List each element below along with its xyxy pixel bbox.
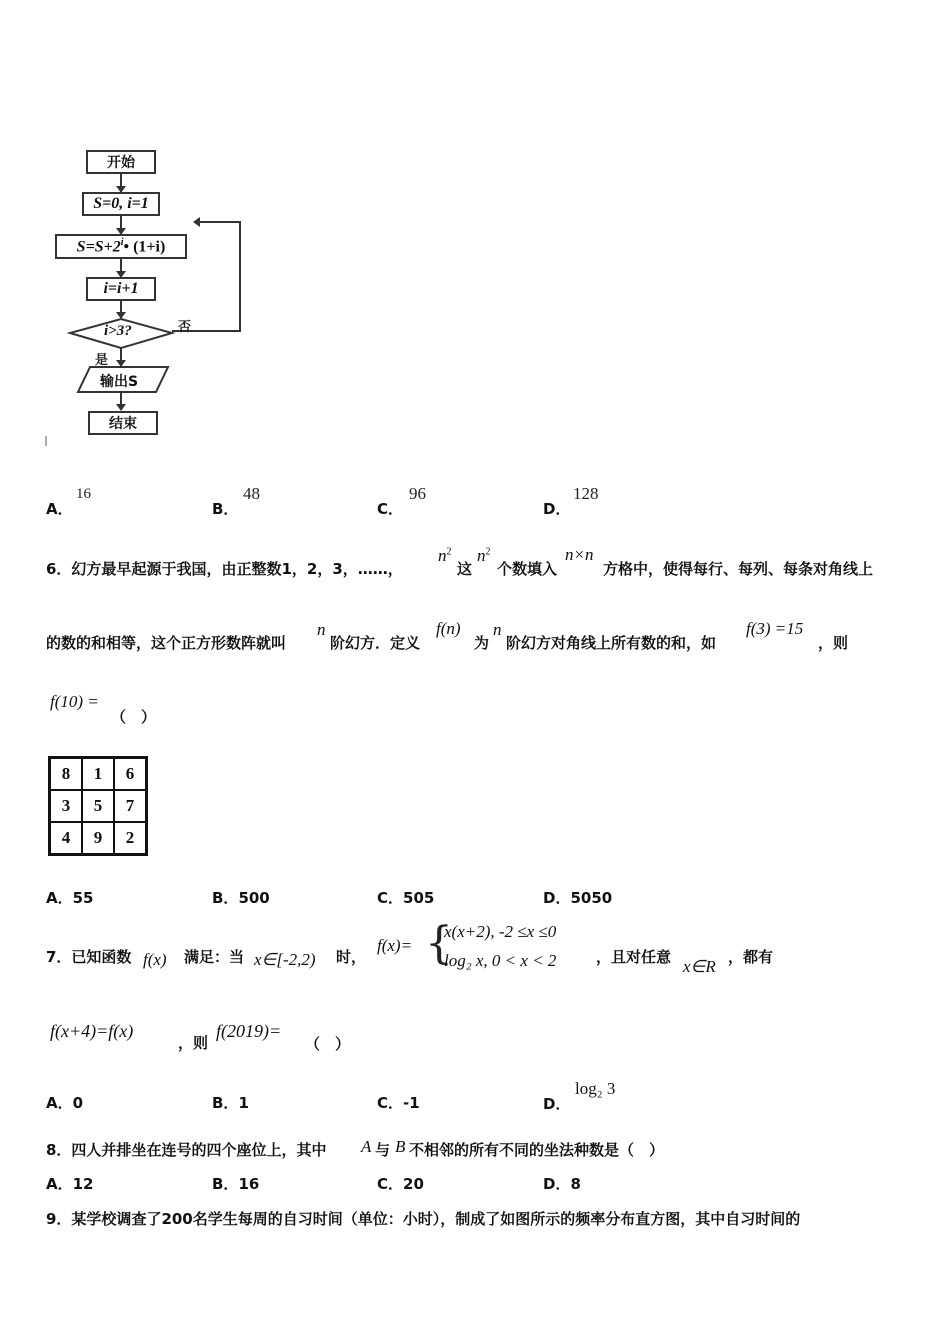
q5-option-c-value: 96 xyxy=(409,484,426,503)
flowchart-end-label: 结束 xyxy=(109,416,137,432)
q6-text-1b: 这 xyxy=(457,560,473,578)
q7-case-1: x(x+2), -2 ≤x ≤0 xyxy=(444,922,557,941)
flowchart-init xyxy=(82,192,160,216)
q6-nxn: n×n xyxy=(565,545,594,564)
q6-n2-b: $n^2$ xyxy=(477,546,491,565)
q6-text-1d: 方格中，使得每行、每列、每条对角线上 xyxy=(603,560,874,578)
q7-case-2: log₂ x, 0 < x < 2 xyxy=(444,951,557,970)
q8-text-a: 8．四人并排坐在连号的四个座位上，其中 xyxy=(46,1141,327,1159)
flowchart-update xyxy=(55,234,187,259)
magic-square-row xyxy=(50,790,147,822)
q6-text-2b: 阶幻方．定义 xyxy=(330,634,421,652)
q7-brace: { xyxy=(425,918,453,969)
q6-n2-a: $n^2$ xyxy=(438,546,452,565)
flowchart-start xyxy=(86,150,156,174)
q6-text-2c: 为 xyxy=(474,634,490,652)
magic-square xyxy=(48,756,148,856)
q6-text-2d: 阶幻方对角线上所有数的和，如 xyxy=(506,634,717,652)
q7-option-d-letter: D． xyxy=(543,1095,571,1113)
magic-square-row xyxy=(50,822,147,855)
q5-option-b-value: 48 xyxy=(243,484,260,503)
q6-text-2e: ，则 xyxy=(818,634,849,652)
flowchart-end xyxy=(88,411,158,435)
q7-option-c: C．-1 xyxy=(377,1094,420,1112)
flowchart-increment xyxy=(86,277,156,301)
flowchart-yes-label: 是 xyxy=(95,353,109,368)
q7-text-c: 时， xyxy=(336,948,367,966)
flowchart-init-label: S=0, i=1 xyxy=(93,195,149,212)
q7-f2019: f(2019)= xyxy=(216,1021,282,1041)
q9-text: 9．某学校调查了200名学生每周的自习时间（单位：小时），制成了如图所示的频率分布直方图，其中自习时间的 xyxy=(46,1210,801,1228)
flowchart-start-label: 开始 xyxy=(107,155,135,171)
q6-option-d: D．5050 xyxy=(543,889,613,907)
q7-option-b: B．1 xyxy=(212,1094,249,1112)
q5-option-d-letter: D． xyxy=(543,500,571,518)
q5-option-a-value: 16 xyxy=(76,486,91,502)
magic-square-cell: 7 xyxy=(114,790,147,822)
magic-square-cell: 9 xyxy=(82,822,114,855)
q7-text-a: 7．已知函数 xyxy=(46,948,132,966)
q6-option-b: B．500 xyxy=(212,889,270,907)
q6-option-c: C．505 xyxy=(377,889,435,907)
q7-option-d-value: log₂ 3 xyxy=(575,1079,616,1098)
q7-text-b: 满足：当 xyxy=(184,948,245,966)
q8-var-a: A xyxy=(361,1137,372,1156)
q6-option-a: A．55 xyxy=(46,889,94,907)
q7-text-d: ，且对任意 xyxy=(596,948,672,966)
q6-f10: f(10) = xyxy=(50,692,99,711)
magic-square-row xyxy=(50,758,147,791)
q7-domain: x∈[-2,2) xyxy=(254,950,316,969)
q5-option-c-letter: C． xyxy=(377,500,404,518)
q8-option-d: D．8 xyxy=(543,1175,581,1193)
q6-paren: （ ） xyxy=(111,708,157,726)
q7-xr: x∈R xyxy=(683,957,716,976)
q8-option-c: C．20 xyxy=(377,1175,424,1193)
q7-fx2: f(x)= xyxy=(377,936,413,955)
q7-period: f(x+4)=f(x) xyxy=(50,1021,134,1041)
q6-n-1: n xyxy=(317,620,326,639)
magic-square-cell: 2 xyxy=(114,822,147,855)
flowchart-update-label: $S=S+2^i•$ (1+i) xyxy=(76,236,166,256)
q7-fx: f(x) xyxy=(143,950,167,969)
q7-text-f: ，则 xyxy=(178,1034,209,1052)
magic-square-cell: 1 xyxy=(82,758,114,791)
q6-f3: f(3) =15 xyxy=(746,619,804,638)
q8-option-a: A．12 xyxy=(46,1175,94,1193)
flowchart-no-label: 否 xyxy=(178,320,192,335)
q6-text-2a: 的数的和相等，这个正方形数阵就叫 xyxy=(46,634,287,652)
magic-square-cell: 8 xyxy=(50,758,83,791)
q7-text-e: ，都有 xyxy=(728,948,774,966)
q6-text-1c: 个数填入 xyxy=(497,560,558,578)
q5-option-b-letter: B． xyxy=(212,500,239,518)
flowchart-condition-label: i>3? xyxy=(104,323,132,339)
q7-paren: （ ） xyxy=(305,1035,351,1053)
q5-option-a-letter: A． xyxy=(46,500,73,518)
magic-square-cell: 3 xyxy=(50,790,83,822)
flowchart-lines xyxy=(0,0,260,460)
q5-option-d-value: 128 xyxy=(573,484,599,503)
q8-option-b: B．16 xyxy=(212,1175,260,1193)
q8-text-c: 不相邻的所有不同的坐法种数是（ ） xyxy=(409,1141,665,1159)
q6-n-2: n xyxy=(493,620,502,639)
q7-option-a: A．0 xyxy=(46,1094,84,1112)
magic-square-cell: 6 xyxy=(114,758,147,791)
q8-var-b: B xyxy=(395,1137,406,1156)
magic-square-cell: 4 xyxy=(50,822,83,855)
q6-fn: f(n) xyxy=(436,619,461,638)
flowchart-output-label: 输出S xyxy=(100,374,139,390)
flowchart-increment-label: i=i+1 xyxy=(103,280,139,297)
q6-text-1a: 6．幻方最早起源于我国，由正整数1，2，3，……， xyxy=(46,560,403,578)
magic-square-cell: 5 xyxy=(82,790,114,822)
q8-text-b: 与 xyxy=(375,1141,391,1159)
